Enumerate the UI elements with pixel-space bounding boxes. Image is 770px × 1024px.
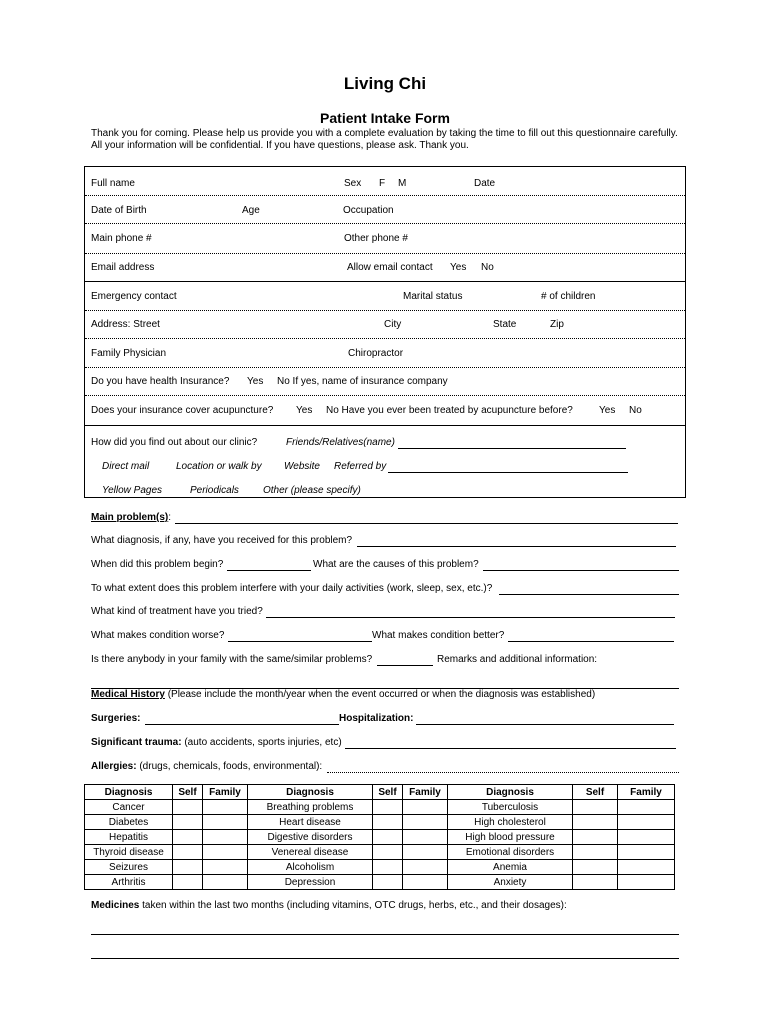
allergies-line[interactable]: [327, 772, 679, 773]
family-cell[interactable]: [618, 875, 675, 890]
self-cell[interactable]: [573, 830, 618, 845]
self-cell[interactable]: [373, 815, 403, 830]
table-row: [85, 800, 675, 815]
hospitalization-line[interactable]: [416, 724, 674, 725]
other-option[interactable]: Other (please specify): [263, 485, 361, 496]
yellow-pages-option[interactable]: Yellow Pages: [102, 485, 163, 496]
divider: [85, 425, 685, 426]
column-header: Family: [203, 785, 248, 800]
family-cell[interactable]: [403, 845, 448, 860]
clinic-name: Living Chi: [343, 74, 427, 93]
occupation-label: Occupation: [343, 205, 394, 216]
main-phone-label: Main phone #: [91, 233, 152, 244]
children-label: # of children: [541, 291, 596, 302]
table-row: [85, 815, 675, 830]
self-cell[interactable]: [373, 860, 403, 875]
allow-email-yes[interactable]: Yes: [450, 262, 467, 273]
diagnosis-cell: Venereal disease: [248, 845, 373, 860]
family-cell[interactable]: [203, 860, 248, 875]
dob-label: Date of Birth: [91, 205, 147, 216]
extent-question: To what extent does this problem interfere with your daily activities (work, sleep, sex, etc.)?: [91, 583, 493, 594]
self-cell[interactable]: [173, 875, 203, 890]
health-insurance-yes[interactable]: Yes: [247, 376, 264, 387]
other-phone-label: Other phone #: [344, 233, 408, 244]
family-question: Is there anybody in your family with the same/similar problems?: [91, 654, 373, 665]
worse-line[interactable]: [228, 641, 372, 642]
self-cell[interactable]: [173, 860, 203, 875]
family-cell[interactable]: [203, 800, 248, 815]
main-problem-label: Main problem(s):: [91, 512, 172, 523]
find-clinic-question: How did you find out about our clinic?: [91, 437, 258, 448]
column-header: Family: [618, 785, 675, 800]
sex-f-option[interactable]: F: [379, 178, 386, 189]
main-problem-line[interactable]: [175, 523, 678, 524]
diagnosis-cell: Hepatitis: [85, 830, 173, 845]
family-cell[interactable]: [403, 815, 448, 830]
chiropractor-label: Chiropractor: [348, 348, 404, 359]
self-cell[interactable]: [173, 815, 203, 830]
health-insurance-no[interactable]: No If yes, name of insurance company: [277, 376, 448, 387]
state-label: State: [493, 319, 517, 330]
family-cell[interactable]: [618, 860, 675, 875]
column-header: Self: [173, 785, 203, 800]
diagnosis-line[interactable]: [357, 546, 676, 547]
diagnosis-cell: Cancer: [85, 800, 173, 815]
treatment-question: What kind of treatment have you tried?: [91, 606, 263, 617]
location-option[interactable]: Location or walk by: [176, 461, 262, 472]
self-cell[interactable]: [373, 800, 403, 815]
self-cell[interactable]: [573, 800, 618, 815]
diagnosis-cell: Digestive disorders: [248, 830, 373, 845]
date-label: Date: [474, 178, 496, 189]
diagnosis-cell: High cholesterol: [448, 815, 573, 830]
medical-history-heading: Medical History (Please include the month/year when the event occurred or when the diagnosis was established): [91, 689, 596, 700]
divider: [85, 395, 685, 396]
diagnosis-cell: Seizures: [85, 860, 173, 875]
causes-line[interactable]: [483, 570, 679, 571]
divider: [85, 223, 685, 224]
trauma-line[interactable]: [345, 748, 676, 749]
divider: [85, 367, 685, 368]
patient-info-box: [84, 166, 686, 498]
direct-mail-option[interactable]: Direct mail: [102, 461, 150, 472]
self-cell[interactable]: [573, 875, 618, 890]
self-cell[interactable]: [573, 815, 618, 830]
family-cell[interactable]: [203, 845, 248, 860]
diagnosis-cell: Breathing problems: [248, 800, 373, 815]
health-insurance-question: Do you have health Insurance?: [91, 376, 230, 387]
referred-by-line[interactable]: [388, 472, 628, 473]
age-label: Age: [242, 205, 260, 216]
surgeries-line[interactable]: [145, 724, 339, 725]
surgeries-label: Surgeries:: [91, 713, 141, 724]
allow-email-label: Allow email contact: [347, 262, 433, 273]
better-question: What makes condition better?: [372, 630, 505, 641]
self-cell[interactable]: [373, 875, 403, 890]
self-cell[interactable]: [173, 845, 203, 860]
family-cell[interactable]: [403, 830, 448, 845]
diagnosis-question: What diagnosis, if any, have you received for this problem?: [91, 535, 353, 546]
friends-option[interactable]: Friends/Relatives(name): [286, 437, 395, 448]
self-cell[interactable]: [373, 845, 403, 860]
family-cell[interactable]: [618, 800, 675, 815]
column-header: Diagnosis: [85, 785, 173, 800]
family-line[interactable]: [377, 665, 433, 666]
divider: [85, 195, 685, 196]
acupuncture-before-no[interactable]: No: [629, 405, 642, 416]
self-cell[interactable]: [173, 830, 203, 845]
trauma-label: Significant trauma: (auto accidents, sports injuries, etc): [91, 737, 342, 748]
form-title: Patient Intake Form: [320, 110, 450, 126]
diagnosis-cell: Thyroid disease: [85, 845, 173, 860]
diagnosis-cell: Diabetes: [85, 815, 173, 830]
email-label: Email address: [91, 262, 155, 273]
column-header: Diagnosis: [448, 785, 573, 800]
divider: [85, 281, 685, 282]
diagnosis-cell: Alcoholism: [248, 860, 373, 875]
diagnosis-cell: Depression: [248, 875, 373, 890]
allow-email-no[interactable]: No: [481, 262, 494, 273]
city-label: City: [384, 319, 402, 330]
diagnosis-table: [84, 784, 675, 890]
self-cell[interactable]: [573, 860, 618, 875]
treatment-line[interactable]: [266, 617, 675, 618]
website-option[interactable]: Website: [284, 461, 320, 472]
intro-text: Thank you for coming. Please help us provide you with a complete evaluation by taking the time to fill out this questionnaire carefully. All your information will be confidential. If you have questions, please ask. Thank you.: [91, 128, 678, 151]
column-header: Self: [373, 785, 403, 800]
hospitalization-label: Hospitalization:: [339, 713, 414, 724]
sex-m-option[interactable]: M: [398, 178, 407, 189]
self-cell[interactable]: [373, 830, 403, 845]
column-header: Family: [403, 785, 448, 800]
acupuncture-cover-yes[interactable]: Yes: [296, 405, 313, 416]
diagnosis-cell: Heart disease: [248, 815, 373, 830]
table-header-row: [85, 785, 675, 800]
diagnosis-cell: Arthritis: [85, 875, 173, 890]
referred-option[interactable]: Referred by: [334, 461, 387, 472]
worse-question: What makes condition worse?: [91, 630, 225, 641]
divider: [85, 310, 685, 311]
family-cell[interactable]: [618, 830, 675, 845]
acupuncture-before-question: No Have you ever been treated by acupuncture before?: [326, 405, 573, 416]
family-cell[interactable]: [618, 815, 675, 830]
divider: [85, 253, 685, 254]
causes-question: What are the causes of this problem?: [313, 559, 479, 570]
extent-line[interactable]: [499, 594, 679, 595]
table-row: [85, 830, 675, 845]
diagnosis-cell: Anemia: [448, 860, 573, 875]
acupuncture-cover-question: Does your insurance cover acupuncture?: [91, 405, 274, 416]
zip-label: Zip: [550, 319, 564, 330]
diagnosis-cell: High blood pressure: [448, 830, 573, 845]
begin-line[interactable]: [227, 570, 311, 571]
family-physician-label: Family Physician: [91, 348, 167, 359]
diagnosis-cell: Anxiety: [448, 875, 573, 890]
family-cell[interactable]: [403, 875, 448, 890]
family-cell[interactable]: [203, 875, 248, 890]
begin-question: When did this problem begin?: [91, 559, 224, 570]
diagnosis-cell: Tuberculosis: [448, 800, 573, 815]
divider: [85, 338, 685, 339]
street-label: Address: Street: [91, 319, 160, 330]
family-cell[interactable]: [403, 800, 448, 815]
family-cell[interactable]: [403, 860, 448, 875]
friends-name-line[interactable]: [398, 448, 626, 449]
acupuncture-before-yes[interactable]: Yes: [599, 405, 616, 416]
diagnosis-cell: Emotional disorders: [448, 845, 573, 860]
column-header: Diagnosis: [248, 785, 373, 800]
self-cell[interactable]: [173, 800, 203, 815]
emergency-contact-label: Emergency contact: [91, 291, 177, 302]
medicines-label: Medicines taken within the last two months (including vitamins, OTC drugs, herbs, etc., and their dosages):: [91, 900, 567, 911]
periodicals-option[interactable]: Periodicals: [190, 485, 239, 496]
marital-status-label: Marital status: [403, 291, 463, 302]
self-cell[interactable]: [573, 845, 618, 860]
table-row: [85, 845, 675, 860]
better-line[interactable]: [508, 641, 674, 642]
family-cell[interactable]: [618, 845, 675, 860]
column-header: Self: [573, 785, 618, 800]
medicines-line-1[interactable]: [91, 934, 679, 935]
table-row: [85, 875, 675, 890]
sex-label: Sex: [344, 178, 362, 189]
remarks-label: Remarks and additional information:: [437, 654, 598, 665]
family-cell[interactable]: [203, 830, 248, 845]
allergies-label: Allergies: (drugs, chemicals, foods, environmental):: [91, 761, 323, 772]
table-row: [85, 860, 675, 875]
medicines-line-2[interactable]: [91, 958, 679, 959]
full-name-label: Full name: [91, 178, 135, 189]
family-cell[interactable]: [203, 815, 248, 830]
